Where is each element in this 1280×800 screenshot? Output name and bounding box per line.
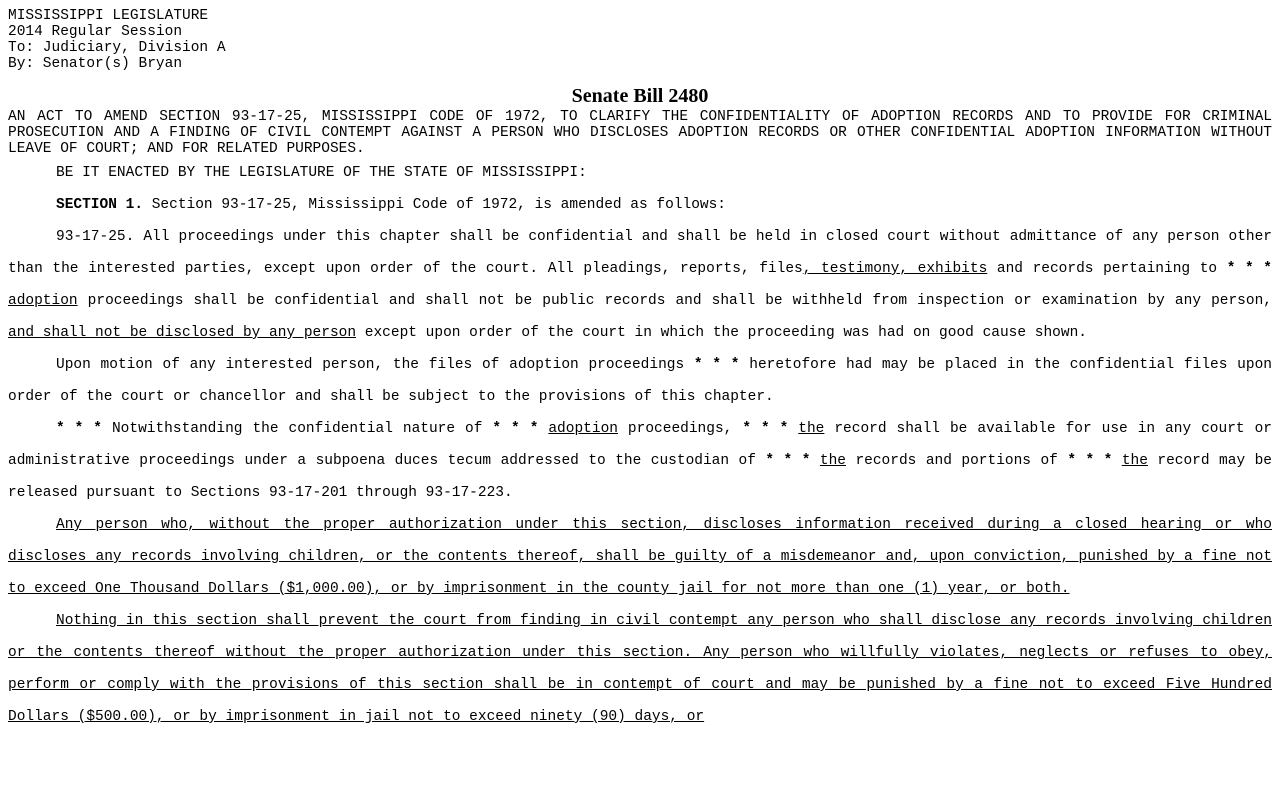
section-intro-text: Section 93-17-25, Mississippi Code of 1972, is amended as follows:: [143, 197, 727, 213]
p3-text-d: records and portions of: [846, 453, 1068, 469]
p1-text-c: proceedings shall be confidential and shall not be public records and shall be withheld from inspection or examination by any person,: [77, 293, 1272, 309]
inserted-text: Nothing in this section shall prevent the court from finding in civil contempt any person who shall disclose any records involving children or the contents thereof without the proper authorization under this section. Any person who willfully violates, neglects or refuses to obey, perform or comply with the provisions of this section shall be in contempt of court and may be punished by a fine not to exceed Five Hundred Dollars ($500.00), or by imprisonment in jail not to exceed ninety (90) days, or: [8, 613, 1272, 725]
inserted-text: the: [819, 453, 846, 469]
section-label: SECTION 1.: [56, 197, 144, 213]
p2-text-a: Upon motion of any interested person, the files of adoption proceedings: [56, 357, 694, 373]
deleted-text-marker: * * *: [1067, 453, 1113, 469]
inserted-text: adoption: [548, 421, 618, 437]
deleted-text-marker: * * *: [742, 421, 789, 437]
p1-text-b: and records pertaining to: [987, 261, 1227, 277]
enacting-clause: BE IT ENACTED BY THE LEGISLATURE OF THE STATE OF MISSISSIPPI:: [56, 165, 587, 181]
legislature-name: MISSISSIPPI LEGISLATURE: [8, 8, 209, 24]
session-label: 2014 Regular Session: [8, 24, 183, 40]
section-1-intro: [8, 197, 1272, 213]
paragraph-confidential-proceedings: [8, 221, 1272, 349]
inserted-text: , testimony, exhibits: [802, 261, 988, 277]
deleted-text-marker: * * *: [1226, 261, 1272, 277]
act-title: AN ACT TO AMEND SECTION 93-17-25, MISSISSIPPI CODE OF 1972, TO CLARIFY THE CONFIDENTIALITY OF ADOPTION RECORDS AND TO PROVIDE FOR CRIMINAL PROSECUTION AND A FINDING OF CIVIL CONTEMPT AGAINST A PERSON WHO DISCLOSES ADOPTION RECORDS OR OTHER CONFIDENTIAL ADOPTION INFORMATION WITHOUT LEAVE OF COURT; AND FOR RELATED PURPOSES.: [8, 109, 1272, 157]
inserted-text: the: [798, 421, 825, 437]
p3-text-b: proceedings,: [617, 421, 743, 437]
paragraph-civil-contempt: [8, 605, 1272, 733]
inserted-text: and shall not be disclosed by any person: [8, 325, 357, 341]
inserted-text: the: [1121, 453, 1148, 469]
p3-text-a: Notwithstanding the confidential nature of: [102, 421, 493, 437]
bill-header: [8, 8, 1272, 72]
deleted-text-marker: * * *: [765, 453, 811, 469]
p1-text-d: except upon order of the court in which the proceeding was had on good cause shown.: [356, 325, 1087, 341]
deleted-text-marker: * * *: [56, 421, 103, 437]
bill-title: Senate Bill 2480: [571, 85, 709, 107]
paragraph-motion-files: [8, 349, 1272, 413]
sponsor-line: By: Senator(s) Bryan: [8, 56, 183, 72]
inserted-text: adoption: [8, 293, 78, 309]
p3-text-c: record shall be available for use in any court or administrative proceedings under a subpoena duces tecum addressed to the custodian of: [8, 421, 1272, 469]
paragraph-misdemeanor: [8, 509, 1272, 605]
deleted-text-marker: * * *: [492, 421, 539, 437]
inserted-text: Any person who, without the proper authorization under this section, discloses information received during a closed hearing or who discloses any records involving children, or the contents thereof, shall be guilty of a misdemeanor and, upon conviction, punished by a fine not to exceed One Thousand Dollars ($1,000.00), or by imprisonment in the county jail for not more than one (1) year, or both.: [8, 517, 1272, 597]
bill-document: [8, 8, 1272, 733]
p3-text-e: record may be released pursuant to Sections 93-17-201 through 93-17-223.: [8, 453, 1273, 501]
deleted-text-marker: * * *: [693, 357, 740, 373]
committee-referral: To: Judiciary, Division A: [8, 40, 226, 56]
paragraph-notwithstanding: [8, 413, 1272, 509]
p1-text-a: 93-17-25. All proceedings under this chapter shall be confidential and shall be held in closed court without admittance of any person other than the interested parties, except upon order of the court. All pleadings, reports, files: [8, 229, 1272, 277]
p2-text-b: heretofore had may be placed in the confidential files upon order of the court or chancellor and shall be subject to the provisions of this chapter.: [8, 357, 1272, 405]
